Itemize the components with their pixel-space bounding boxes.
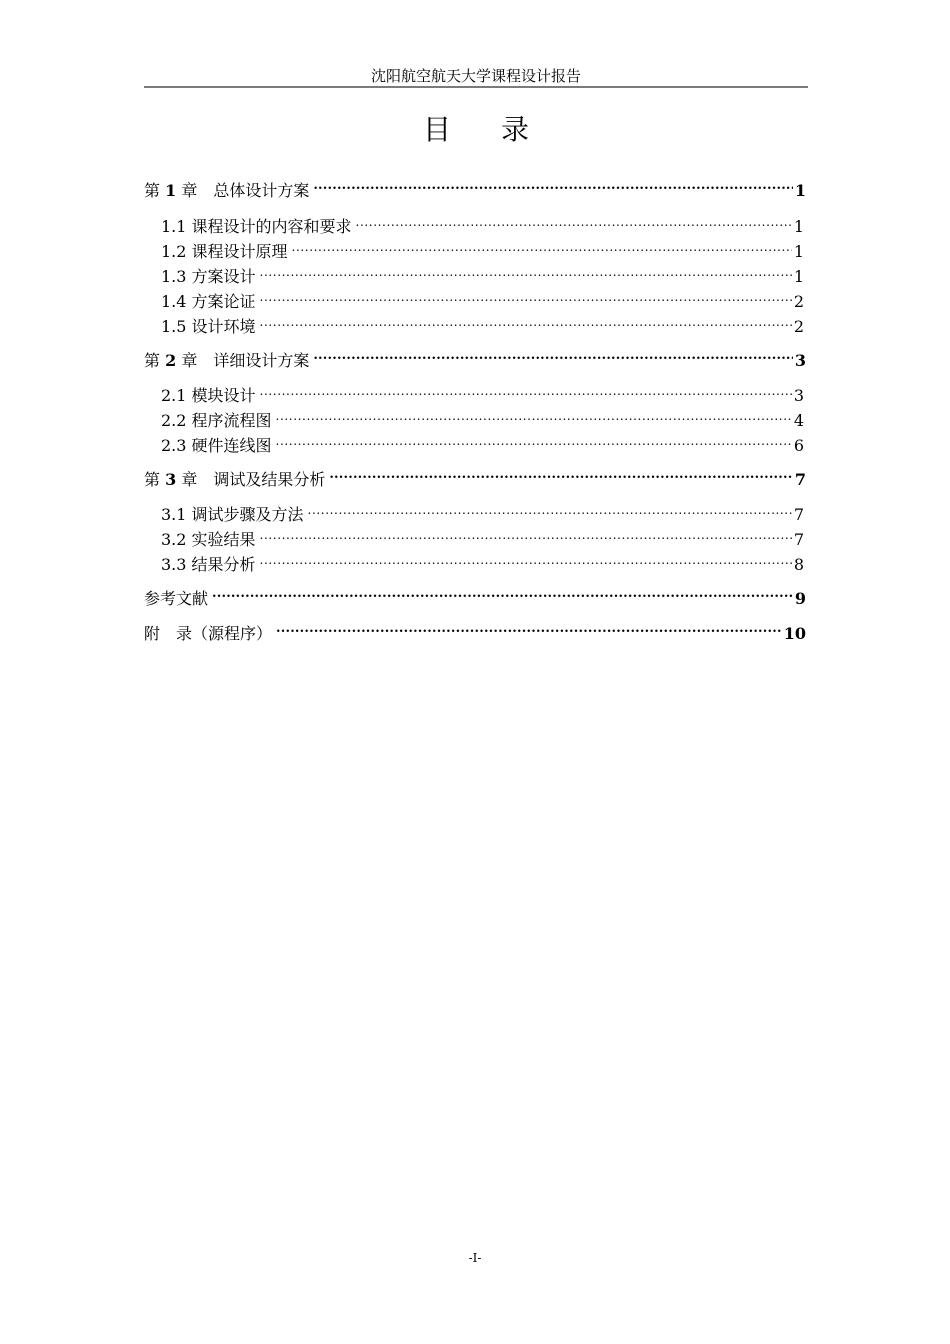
toc-leader-dots xyxy=(260,377,792,401)
toc-leader-dots xyxy=(260,283,792,307)
toc-leader-dots xyxy=(212,580,793,604)
toc-section-label: 1.3 方案设计 xyxy=(161,267,256,286)
toc-leader-dots xyxy=(276,427,792,451)
toc-section-label: 2.3 硬件连线图 xyxy=(161,436,272,455)
toc-chapter-2[interactable] xyxy=(144,342,806,370)
toc-page-number: 1 xyxy=(794,181,806,200)
toc-page-number: 2 xyxy=(793,317,804,336)
toc-section-1-5[interactable] xyxy=(161,308,804,336)
toc-chapter-label: 附 录（源程序） xyxy=(144,624,273,643)
toc-chapter-label: 参考文献 xyxy=(144,589,209,608)
toc-section-label: 3.3 结果分析 xyxy=(161,555,256,574)
toc-leader-dots xyxy=(356,208,792,232)
toc-page-number: 9 xyxy=(794,589,806,608)
toc-section-1-1[interactable] xyxy=(161,208,804,236)
toc-leader-dots xyxy=(329,461,793,485)
toc-leader-dots xyxy=(313,342,793,366)
toc-section-label: 1.4 方案论证 xyxy=(161,292,256,311)
toc-page-number: 1 xyxy=(793,267,804,286)
toc-page-number: 3 xyxy=(794,351,806,370)
toc-section-label: 3.2 实验结果 xyxy=(161,530,256,549)
toc-page-number: 1 xyxy=(793,217,804,236)
toc-leader-dots xyxy=(260,258,792,282)
toc-page-number: 2 xyxy=(793,292,804,311)
toc-page-number: 7 xyxy=(794,470,806,489)
toc-section-label: 2.1 模块设计 xyxy=(161,386,256,405)
toc-leader-dots xyxy=(276,402,792,426)
toc-leader-dots xyxy=(260,521,792,545)
toc-leader-dots xyxy=(292,233,792,257)
toc-section-label: 2.2 程序流程图 xyxy=(161,411,272,430)
toc-section-1-3[interactable] xyxy=(161,258,804,286)
page-footer-number: -I- xyxy=(468,1251,482,1265)
toc-leader-dots xyxy=(308,496,792,520)
toc-section-1-2[interactable] xyxy=(161,233,804,261)
toc-section-label: 1.1 课程设计的内容和要求 xyxy=(161,217,352,236)
toc-section-3-3[interactable] xyxy=(161,546,804,574)
toc-title: 目录 xyxy=(422,113,579,146)
toc-section-3-2[interactable] xyxy=(161,521,804,549)
toc-leader-dots xyxy=(276,615,782,639)
toc-page-number: 10 xyxy=(783,624,806,643)
header-rule xyxy=(144,86,808,88)
toc-references[interactable] xyxy=(144,580,806,608)
toc-chapter-label: 第 1 章 总体设计方案 xyxy=(144,181,310,200)
toc-section-label: 1.2 课程设计原理 xyxy=(161,242,288,261)
toc-page-number: 4 xyxy=(793,411,804,430)
toc-section-3-1[interactable] xyxy=(161,496,804,524)
toc-leader-dots xyxy=(313,172,793,196)
toc-page-number: 8 xyxy=(793,555,804,574)
toc-chapter-3[interactable] xyxy=(144,461,806,489)
toc-section-2-1[interactable] xyxy=(161,377,804,405)
toc-page-number: 7 xyxy=(793,505,804,524)
toc-section-label: 3.1 调试步骤及方法 xyxy=(161,505,304,524)
toc-chapter-label: 第 2 章 详细设计方案 xyxy=(144,351,310,370)
toc-section-2-2[interactable] xyxy=(161,402,804,430)
toc-leader-dots xyxy=(260,546,792,570)
toc-page-number: 6 xyxy=(793,436,804,455)
toc-leader-dots xyxy=(260,308,792,332)
toc-appendix[interactable] xyxy=(144,615,806,643)
toc-section-1-4[interactable] xyxy=(161,283,804,311)
toc-section-label: 1.5 设计环境 xyxy=(161,317,256,336)
toc-section-2-3[interactable] xyxy=(161,427,804,455)
page-header: 沈阳航空航天大学课程设计报告 xyxy=(370,67,581,85)
toc-page-number: 3 xyxy=(793,386,804,405)
toc-page-number: 7 xyxy=(793,530,804,549)
toc-chapter-label: 第 3 章 调试及结果分析 xyxy=(144,470,326,489)
toc-chapter-1[interactable] xyxy=(144,172,806,200)
toc-page-number: 1 xyxy=(793,242,804,261)
